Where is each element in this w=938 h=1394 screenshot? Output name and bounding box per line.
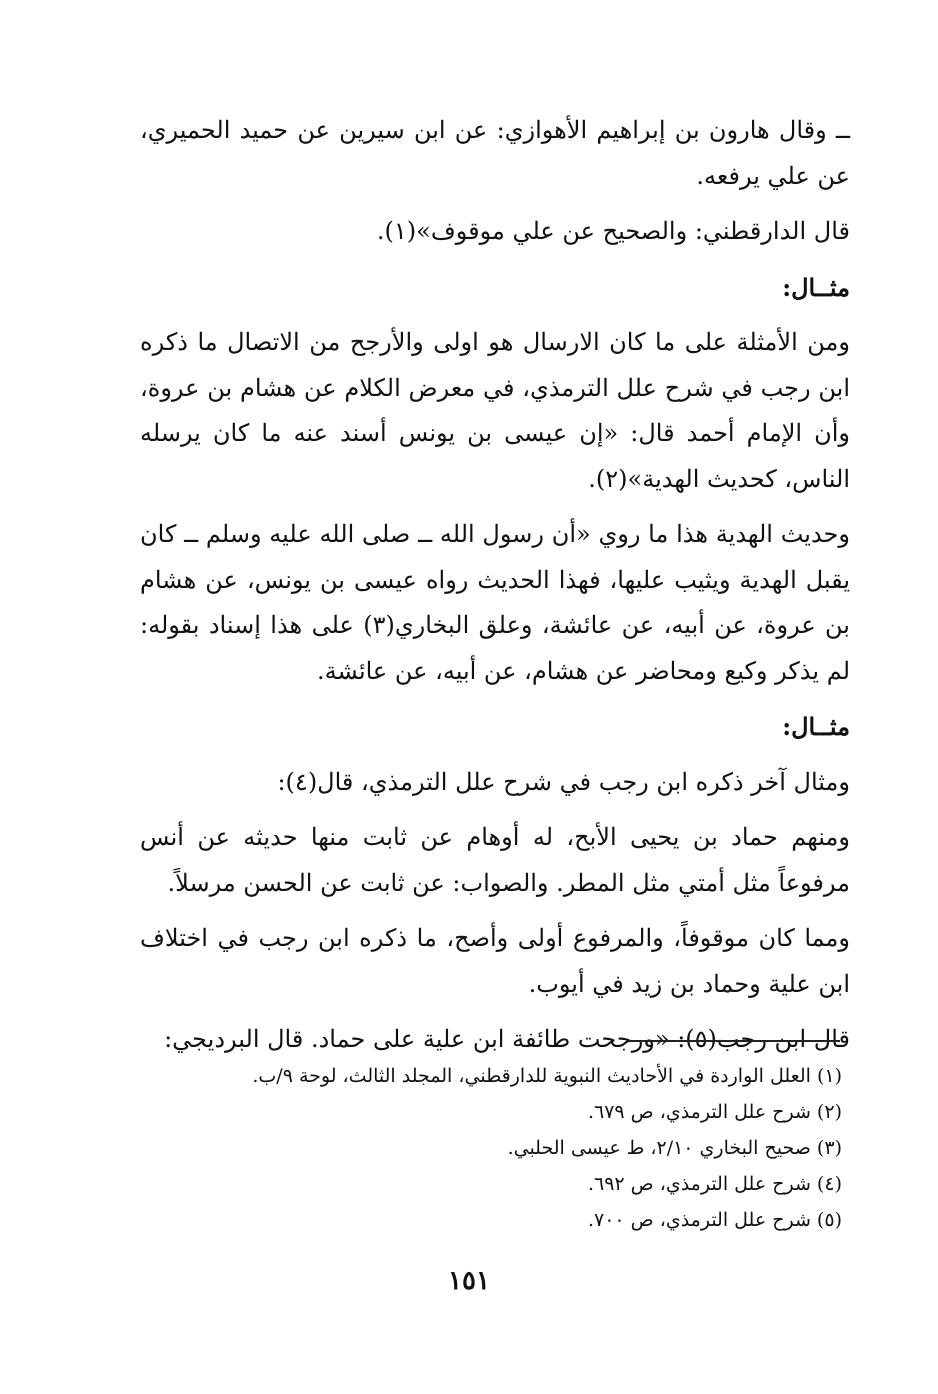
main-text bbox=[140, 108, 850, 1073]
paragraph-4: وحديث الهدية هذا ما روي «أن رسول الله ــ صلى الله عليه وسلم ــ كان يقبل الهدية ويثيب عليها، فهذا الحديث رواه عيسى بن يونس، عن هشام بن عروة، عن أبيه، عن عائشة، وعلق البخاري(٣) على هذا إسناد بقوله: لم يذكر وكيع ومحاضر عن هشام، عن أبيه، عن عائشة. bbox=[140, 520, 850, 685]
paragraph-7: ومما كان موقوفاً، والمرفوع أولى وأصح، ما ذكره ابن رجب في اختلاف ابن علية وحماد بن زيد في أيوب. bbox=[140, 924, 850, 998]
paragraph-6: ومنهم حماد بن يحيى الأبح، له أوهام عن ثابت منها حديثه عن أنس مرفوعاً مثل أمتي مثل المطر. والصواب: عن ثابت عن الحسن مرسلاً. bbox=[140, 823, 850, 897]
paragraph-1: ــ وقال هارون بن إبراهيم الأهوازي: عن ابن سيرين عن حميد الحميري، عن علي يرفعه. bbox=[140, 116, 850, 190]
heading-example-1: مثــال: bbox=[782, 272, 850, 302]
footnote-3: (٣) صحيح البخاري ٢/١٠، ط عيسى الحلبي. bbox=[507, 1137, 842, 1159]
page-number: ١٥١ bbox=[448, 1266, 490, 1296]
paragraph-5: ومثال آخر ذكره ابن رجب في شرح علل الترمذي، قال(٤): bbox=[277, 767, 850, 796]
footnote-4: (٤) شرح علل الترمذي، ص ٦٩٢. bbox=[587, 1173, 842, 1195]
footnote-separator bbox=[628, 1040, 840, 1042]
footnotes bbox=[140, 1058, 842, 1238]
footnote-5: (٥) شرح علل الترمذي، ص ٧٠٠. bbox=[587, 1209, 842, 1231]
paragraph-8: قال ابن رجب(٥): «ورجحت طائفة ابن علية على حماد. قال البرديجي: bbox=[164, 1025, 850, 1053]
paragraph-3: ومن الأمثلة على ما كان الارسال هو اولى والأرجح من الاتصال ما ذكره ابن رجب في شرح علل الترمذي، في معرض الكلام عن هشام بن عروة، وأن الإمام أحمد قال: «إن عيسى بن يونس أسند عنه ما كان يرسله الناس، كحديث الهدية»(٢). bbox=[140, 328, 850, 493]
footnote-1: (١) العلل الواردة في الأحاديث النبوية للدارقطني، المجلد الثالث، لوحة ٩/ب. bbox=[252, 1065, 842, 1087]
paragraph-2: قال الدارقطني: والصحيح عن علي موقوف»(١). bbox=[376, 217, 850, 245]
heading-example-2: مثــال: bbox=[782, 712, 850, 741]
footnote-2: (٢) شرح علل الترمذي، ص ٦٧٩. bbox=[587, 1101, 842, 1123]
